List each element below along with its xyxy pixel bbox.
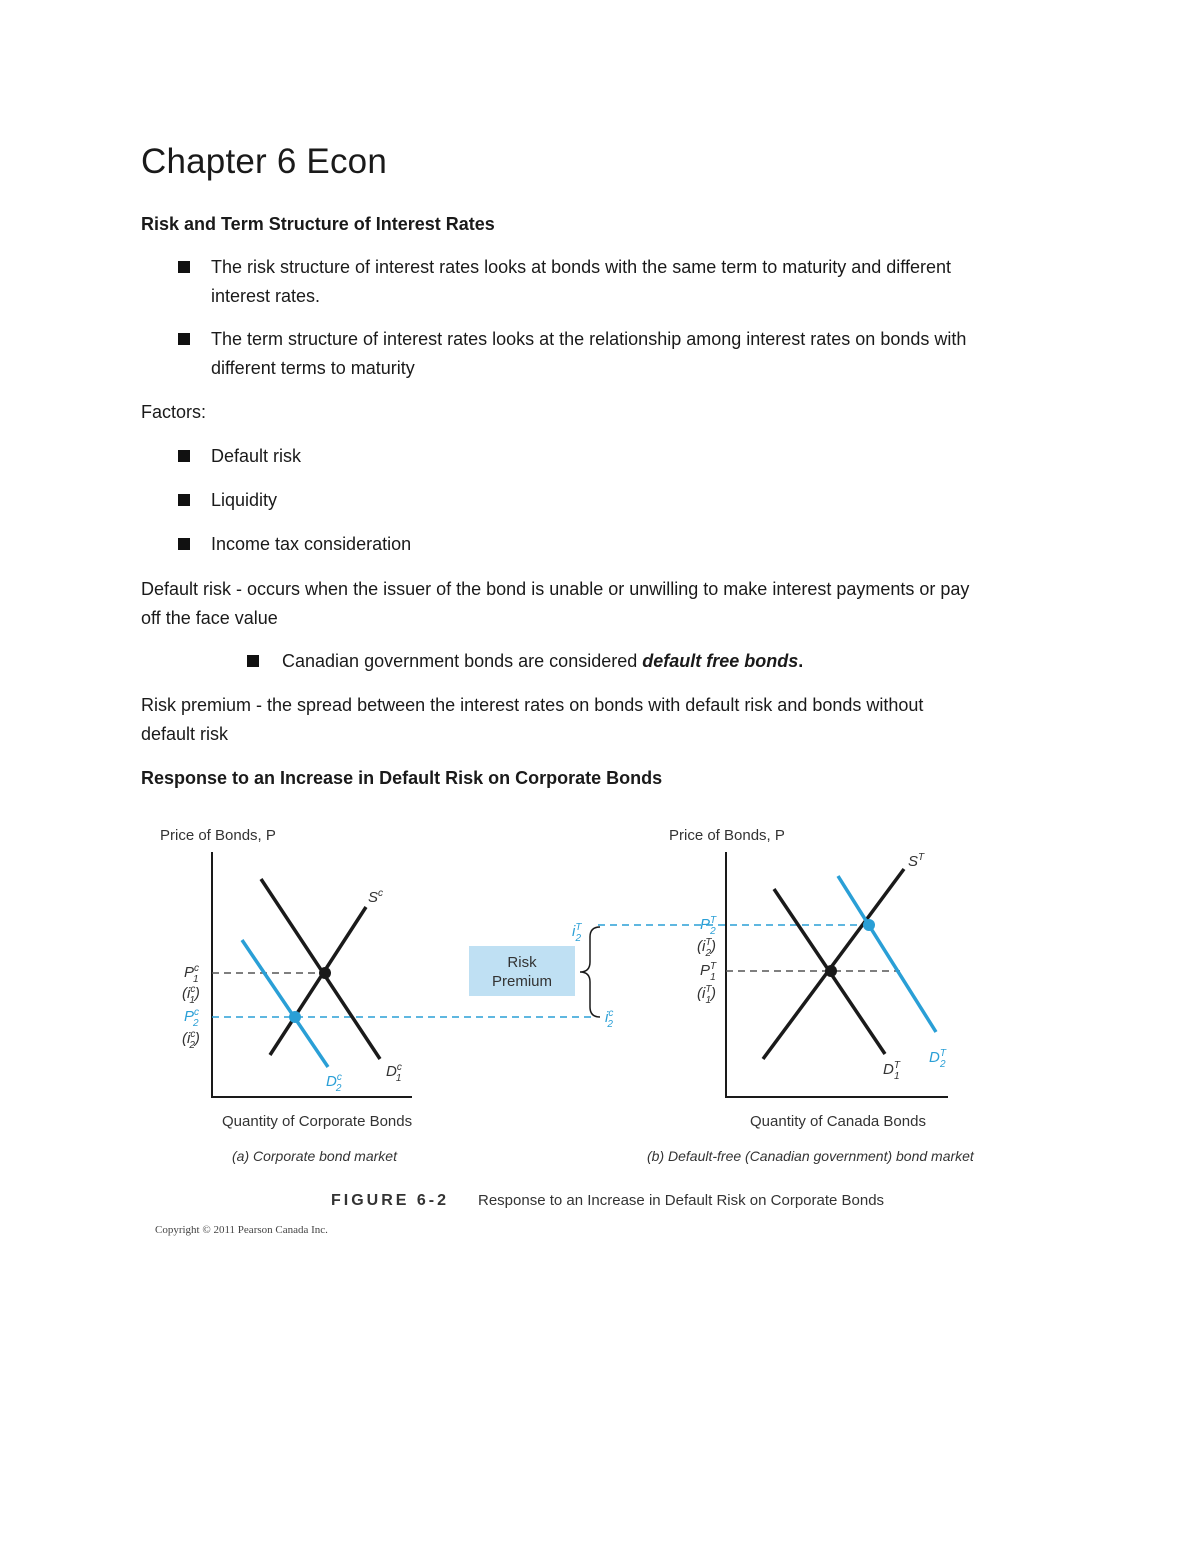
demand1-label: $D^T$ 1	[883, 1060, 900, 1082]
risk-premium-definition-line2: default risk	[141, 724, 229, 744]
bullet-text-line: The risk structure of interest rates looks at bonds with the same term to maturity and different	[211, 257, 951, 277]
p2-label: $P^c$ 2	[184, 1007, 200, 1029]
brace-icon	[580, 927, 600, 1017]
i1-label: ($i^c$ 1)	[182, 984, 200, 1006]
supply-curve	[763, 869, 904, 1059]
equilibrium-point-2	[289, 1011, 301, 1023]
i2-label: ($i^c$ 2)	[182, 1029, 200, 1051]
bullet-text-line: different terms to maturity	[211, 358, 415, 378]
default-free-emphasis: default free bonds	[642, 651, 799, 671]
bullet-text-line: The term structure of interest rates looks at the relationship among interest rates on bonds with	[211, 329, 967, 349]
panel-caption: (a) Corporate bond market	[232, 1148, 397, 1164]
risk-premium-definition-line1: Risk premium - the spread between the interest rates on bonds with default risk and bonds without	[141, 695, 924, 715]
figure-title: Response to an Increase in Default Risk on Corporate Bonds	[478, 1192, 885, 1209]
factor-text: Default risk	[211, 446, 302, 466]
factor-text: Income tax consideration	[211, 534, 412, 554]
demand1-label: $D^c$ 1	[386, 1062, 402, 1084]
sentence-end: .	[798, 651, 804, 671]
supply-curve	[270, 907, 366, 1055]
iT2-axis-label: ($i^T$ 2)	[697, 937, 716, 959]
p1-label: $P^c$ 1	[184, 963, 200, 985]
risk-premium-line2: Premium	[491, 973, 553, 990]
x-axis-label: Quantity of Canada Bonds	[750, 1113, 926, 1130]
risk-premium-connector	[469, 922, 870, 1030]
factors-label: Factors:	[141, 402, 207, 422]
pT1-label: $P^T$ 1	[700, 961, 717, 983]
page-title: Chapter 6 Econ	[141, 142, 388, 181]
section-heading-risk-term: Risk and Term Structure of Interest Rates	[141, 214, 495, 234]
y-axis-label: Price of Bonds, P	[669, 827, 785, 844]
bullet-text-line: interest rates.	[211, 286, 321, 306]
iT1-axis-label: ($i^T$ 1)	[697, 984, 716, 1006]
equilibrium-point-1	[825, 965, 837, 977]
demand2-label: $D^c$ 2	[326, 1072, 342, 1094]
iT2-label: $i^T$ 2	[572, 922, 582, 944]
panel-caption: (b) Default-free (Canadian government) bond market	[647, 1148, 974, 1164]
canada-bond-market-panel	[647, 827, 975, 1164]
equilibrium-point-2	[863, 919, 875, 931]
risk-premium-line1: Risk	[507, 954, 537, 971]
pT2-label: $P^T$ 2	[700, 915, 717, 937]
default-risk-definition-line2: off the face value	[141, 608, 278, 628]
canadian-bonds-lead: Canadian government bonds are considered	[282, 651, 643, 671]
figure-label: FIGURE 6-2	[331, 1192, 450, 1209]
supply-label: $S^c$	[368, 888, 384, 906]
demand-curve-d1	[261, 879, 380, 1059]
ic2-label: $i^c$ 2	[605, 1008, 614, 1030]
default-risk-definition-line1: Default risk - occurs when the issuer of the bond is unable or unwilling to make interest payments or pay	[141, 579, 970, 599]
demand2-label: $D^T$ 2	[929, 1048, 946, 1070]
y-axis-label: Price of Bonds, P	[160, 827, 276, 844]
supply-label: $S^T$	[908, 852, 925, 870]
copyright-text: Copyright © 2011 Pearson Canada Inc.	[155, 1224, 328, 1236]
factor-text: Liquidity	[211, 490, 278, 510]
x-axis-label: Quantity of Corporate Bonds	[222, 1113, 413, 1130]
equilibrium-point-1	[319, 967, 331, 979]
section-heading-response: Response to an Increase in Default Risk on Corporate Bonds	[141, 768, 663, 788]
